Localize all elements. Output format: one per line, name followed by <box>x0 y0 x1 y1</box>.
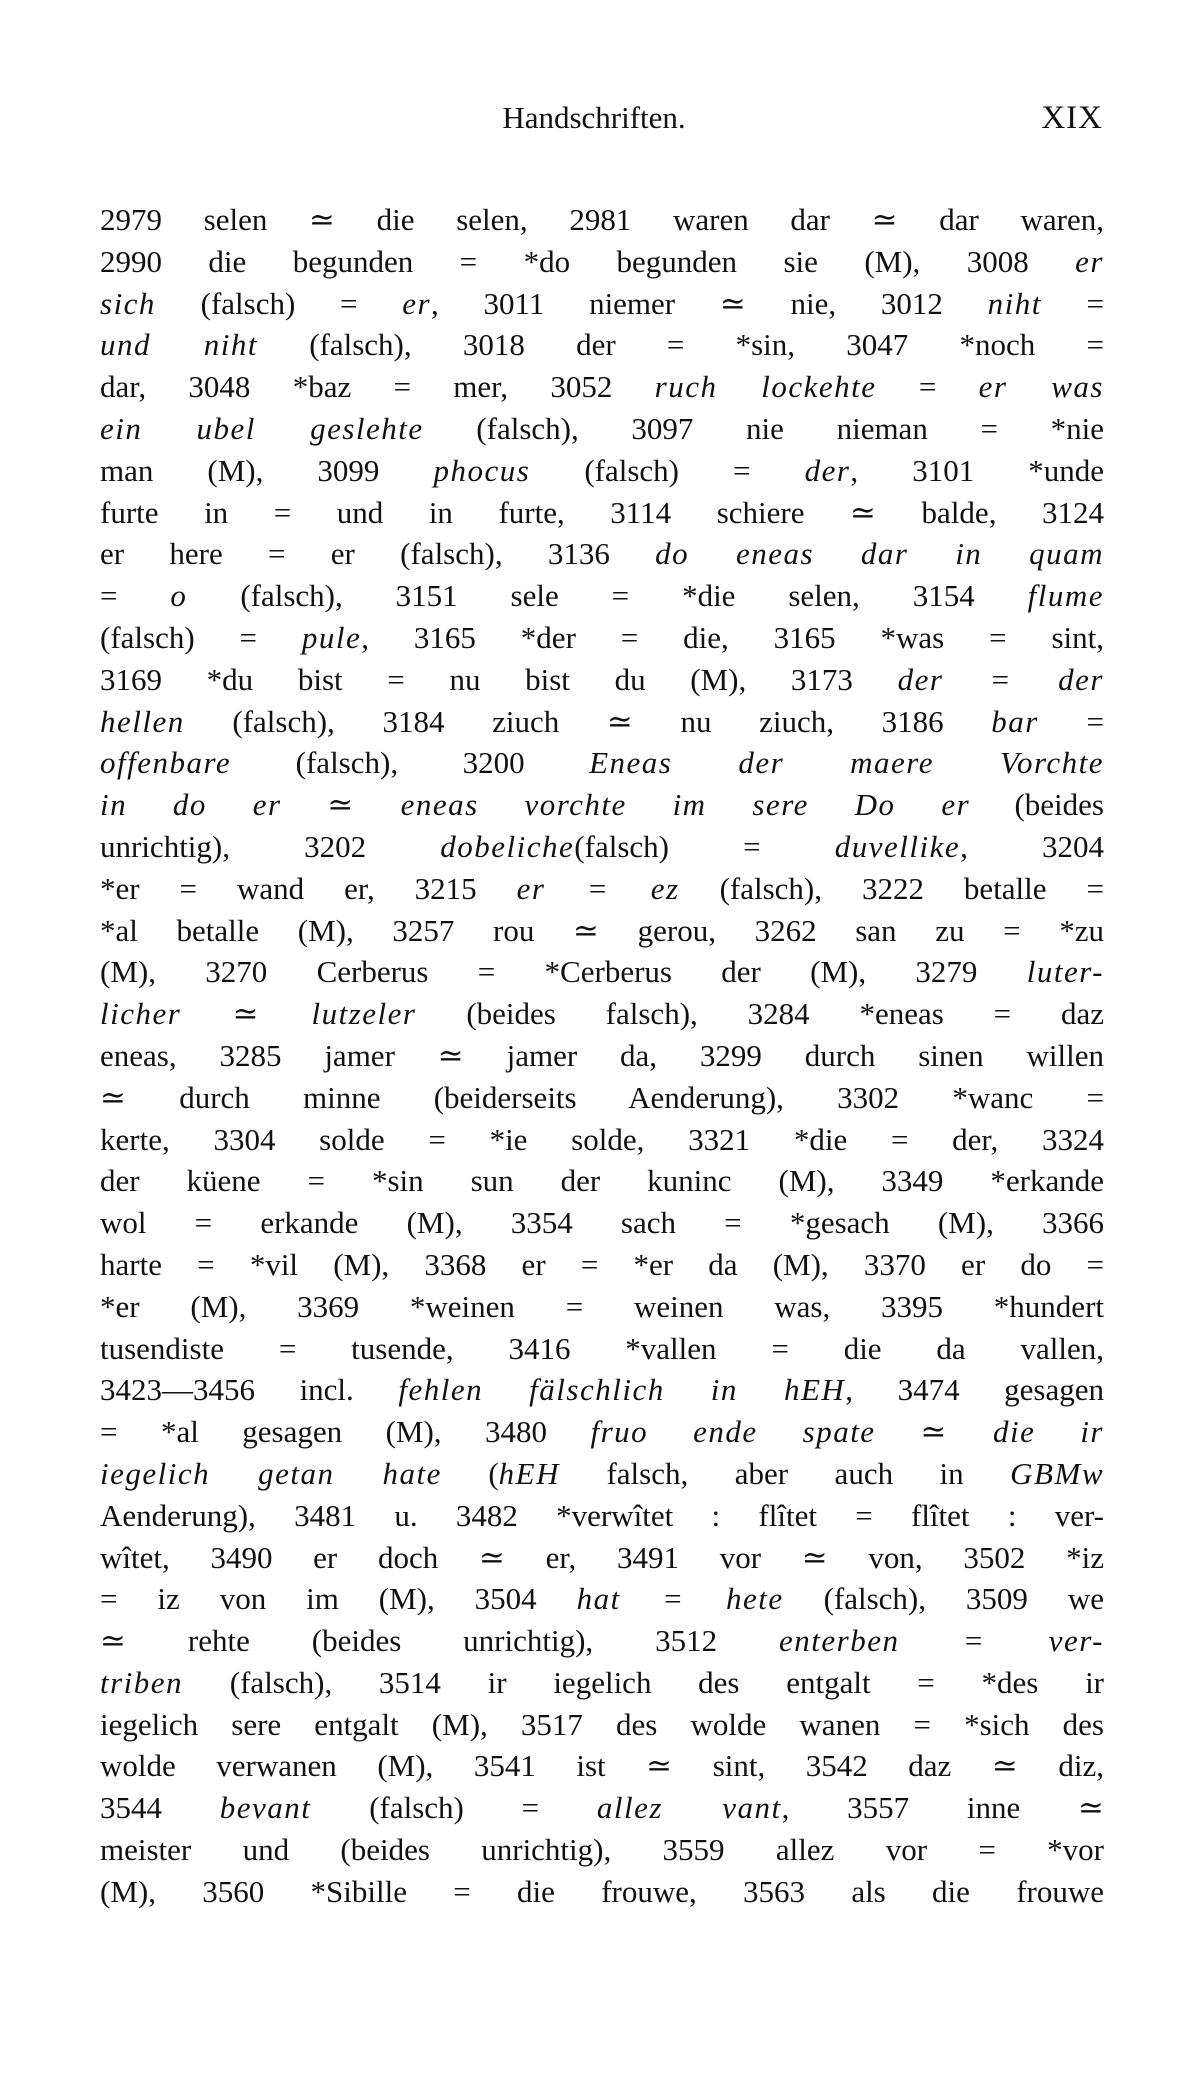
text-line <box>100 1160 1104 1202</box>
body-text <box>100 199 1104 1913</box>
text-segment: 2990 die begunden = *do begunden sie (M), 3008 <box>100 243 1076 279</box>
text-segment: ( <box>441 1455 499 1491</box>
text-line <box>100 868 1104 910</box>
italic-text-segment: ruch lockehte <box>654 369 877 405</box>
text-line <box>100 701 1104 743</box>
text-line <box>100 784 1104 826</box>
italic-text-segment: hellen <box>100 703 185 739</box>
text-line <box>100 617 1104 659</box>
text-line <box>100 1495 1104 1537</box>
text-line <box>100 1411 1104 1453</box>
text-segment: der küene = *sin sun der kuninc (M), 3349 *erkande <box>100 1163 1104 1199</box>
text-line <box>100 324 1104 366</box>
text-segment: (falsch) = <box>155 285 403 321</box>
text-segment: = <box>876 369 979 405</box>
text-segment: eneas, 3285 jamer ≃ jamer da, 3299 durch sinen willen <box>100 1037 1104 1073</box>
text-segment: , 3557 inne ≃ <box>781 1790 1104 1826</box>
italic-text-segment: do eneas dar in quam <box>655 536 1104 572</box>
text-segment: ≃ durch minne (beiderseits Aenderung), 3302 *wanc = <box>100 1079 1104 1115</box>
text-segment: (falsch), 3018 der = *sin, 3047 *noch = <box>257 327 1104 363</box>
text-segment: (falsch), 3200 <box>231 745 590 781</box>
italic-text-segment: er was <box>978 369 1104 405</box>
text-line <box>100 1286 1104 1328</box>
italic-text-segment: bar <box>991 703 1039 739</box>
text-segment: *er (M), 3369 *weinen = weinen was, 3395 *hundert <box>100 1288 1104 1324</box>
text-segment: ≃ rehte (beides unrichtig), 3512 <box>100 1623 779 1659</box>
italic-text-segment: Eneas der maere Vorchte <box>589 745 1104 781</box>
text-segment: = <box>100 578 171 614</box>
italic-text-segment: ein ubel geslehte <box>100 410 424 446</box>
text-segment: , 3165 *der = die, 3165 *was = sint, <box>361 619 1104 655</box>
text-segment: 3544 <box>100 1790 220 1826</box>
text-segment: (falsch), 3184 ziuch ≃ nu ziuch, 3186 <box>184 703 992 739</box>
text-segment: (falsch) = <box>311 1790 597 1826</box>
italic-text-segment: sich <box>100 285 156 321</box>
text-segment: (falsch), 3222 betalle = <box>679 870 1104 906</box>
italic-text-segment: licher ≃ lutzeler <box>100 996 417 1032</box>
italic-text-segment: er = ez <box>516 870 680 906</box>
text-line <box>100 1369 1104 1411</box>
text-segment: (falsch), 3509 we <box>783 1581 1104 1617</box>
text-line <box>100 366 1104 408</box>
italic-text-segment: iegelich getan hate <box>100 1455 442 1491</box>
text-segment: , 3011 niemer ≃ nie, 3012 <box>431 285 988 321</box>
text-line <box>100 575 1104 617</box>
text-segment: 2979 selen ≃ die selen, 2981 waren dar ≃ dar waren, <box>100 202 1104 237</box>
text-segment: = iz von im (M), 3504 <box>100 1581 577 1617</box>
text-segment: (falsch) = <box>530 452 805 488</box>
italic-text-segment: in do er ≃ eneas vorchte im sere Do er <box>100 787 971 823</box>
italic-text-segment: triben <box>100 1664 184 1700</box>
text-line <box>100 1829 1104 1871</box>
text-segment: (falsch) = <box>574 828 835 864</box>
text-segment: tusendiste = tusende, 3416 *vallen = die da vallen, <box>100 1330 1104 1366</box>
italic-text-segment: GBMw <box>1010 1455 1104 1491</box>
text-line <box>100 1035 1104 1077</box>
text-segment: = <box>1041 285 1104 321</box>
text-line <box>100 533 1104 575</box>
text-segment: meister und (beides unrichtig), 3559 allez vor = *vor <box>100 1832 1104 1868</box>
text-line <box>100 1704 1104 1746</box>
text-segment: = <box>1038 703 1104 739</box>
text-segment: = *al gesagen (M), 3480 <box>100 1414 591 1450</box>
text-line <box>100 910 1104 952</box>
italic-text-segment: er <box>1075 243 1104 279</box>
italic-text-segment: enterben = ver- <box>779 1623 1104 1659</box>
text-line <box>100 199 1104 241</box>
text-segment: wîtet, 3490 er doch ≃ er, 3491 vor ≃ von, 3502 *iz <box>100 1539 1104 1575</box>
text-segment: (M), 3560 *Sibille = die frouwe, 3563 als die frouwe <box>100 1873 1104 1909</box>
italic-text-segment: duvellike <box>834 828 961 864</box>
running-title: Handschriften. <box>502 100 686 135</box>
text-segment: dar, 3048 *baz = mer, 3052 <box>100 369 655 405</box>
text-line <box>100 742 1104 784</box>
italic-text-segment: niht <box>987 285 1042 321</box>
italic-text-segment: dobeliche <box>440 828 575 864</box>
text-line <box>100 1537 1104 1579</box>
text-line <box>100 283 1104 325</box>
page-number: XIX <box>1041 100 1103 136</box>
text-segment: kerte, 3304 solde = *ie solde, 3321 *die = der, 3324 <box>100 1121 1104 1157</box>
text-segment: (M), 3270 Cerberus = *Cerberus der (M), 3279 <box>100 954 1027 990</box>
text-segment: (falsch), 3097 nie nieman = *nie <box>423 410 1104 446</box>
italic-text-segment: allez vant <box>596 1790 782 1826</box>
text-segment: (beides <box>970 787 1104 823</box>
text-line <box>100 1453 1104 1495</box>
text-segment: (falsch) = <box>100 619 302 655</box>
text-line <box>100 1871 1104 1913</box>
text-line <box>100 1244 1104 1286</box>
text-segment: 3169 *du bist = nu bist du (M), 3173 <box>100 661 898 697</box>
text-line <box>100 1119 1104 1161</box>
text-line <box>100 450 1104 492</box>
text-segment: iegelich sere entgalt (M), 3517 des wolde wanen = *sich des <box>100 1706 1104 1742</box>
text-segment: *al betalle (M), 3257 rou ≃ gerou, 3262 san zu = *zu <box>100 912 1104 948</box>
text-line <box>100 241 1104 283</box>
text-segment: furte in = und in furte, 3114 schiere ≃ balde, 3124 <box>100 494 1104 530</box>
italic-text-segment: der <box>804 452 851 488</box>
text-segment: , 3474 gesagen <box>845 1372 1104 1408</box>
italic-text-segment: o <box>170 578 188 614</box>
text-segment: unrichtig), 3202 <box>100 828 441 864</box>
text-segment: er here = er (falsch), 3136 <box>100 536 656 572</box>
italic-text-segment: hEH <box>498 1455 560 1491</box>
text-line <box>100 993 1104 1035</box>
text-segment: , 3101 *unde <box>850 452 1104 488</box>
italic-text-segment: fruo ende spate ≃ die ir <box>590 1414 1104 1450</box>
text-line <box>100 659 1104 701</box>
text-segment: man (M), 3099 <box>100 452 434 488</box>
text-segment: (beides falsch), 3284 *eneas = daz <box>416 996 1104 1032</box>
text-line <box>100 1077 1104 1119</box>
text-line <box>100 1578 1104 1620</box>
text-segment: *er = wand er, 3215 <box>100 870 517 906</box>
text-line <box>100 1787 1104 1829</box>
text-segment: falsch, aber auch in <box>559 1455 1011 1491</box>
text-segment: (falsch), 3151 sele = *die selen, 3154 <box>187 578 1028 614</box>
text-segment: Aenderung), 3481 u. 3482 *verwîtet : flîtet = flîtet : ver- <box>100 1497 1104 1533</box>
italic-text-segment: er <box>402 285 432 321</box>
text-line <box>100 1662 1104 1704</box>
italic-text-segment: hat = hete <box>576 1581 784 1617</box>
text-line <box>100 492 1104 534</box>
text-line <box>100 1202 1104 1244</box>
italic-text-segment: der = der <box>897 661 1104 697</box>
italic-text-segment: bevant <box>219 1790 312 1826</box>
text-line <box>100 1328 1104 1370</box>
italic-text-segment: pule <box>301 619 362 655</box>
italic-text-segment: phocus <box>433 452 531 488</box>
italic-text-segment: offenbare <box>100 745 232 781</box>
italic-text-segment: und niht <box>100 327 258 363</box>
text-line <box>100 826 1104 868</box>
text-line <box>100 1620 1104 1662</box>
text-segment: , 3204 <box>960 828 1104 864</box>
text-segment: 3423—3456 incl. <box>100 1372 399 1408</box>
text-segment: wol = erkande (M), 3354 sach = *gesach (M), 3366 <box>100 1205 1104 1241</box>
text-line <box>100 951 1104 993</box>
text-segment: (falsch), 3514 ir iegelich des entgalt = *des ir <box>183 1664 1104 1700</box>
italic-text-segment: fehlen fälschlich in hEH <box>398 1372 846 1408</box>
text-segment: harte = *vil (M), 3368 er = *er da (M), 3370 er do = <box>100 1246 1104 1282</box>
text-segment: wolde verwanen (M), 3541 ist ≃ sint, 3542 daz ≃ diz, <box>100 1748 1104 1784</box>
italic-text-segment: flume <box>1027 578 1104 614</box>
text-line <box>100 1745 1104 1787</box>
italic-text-segment: luter- <box>1026 954 1104 990</box>
text-line <box>100 408 1104 450</box>
